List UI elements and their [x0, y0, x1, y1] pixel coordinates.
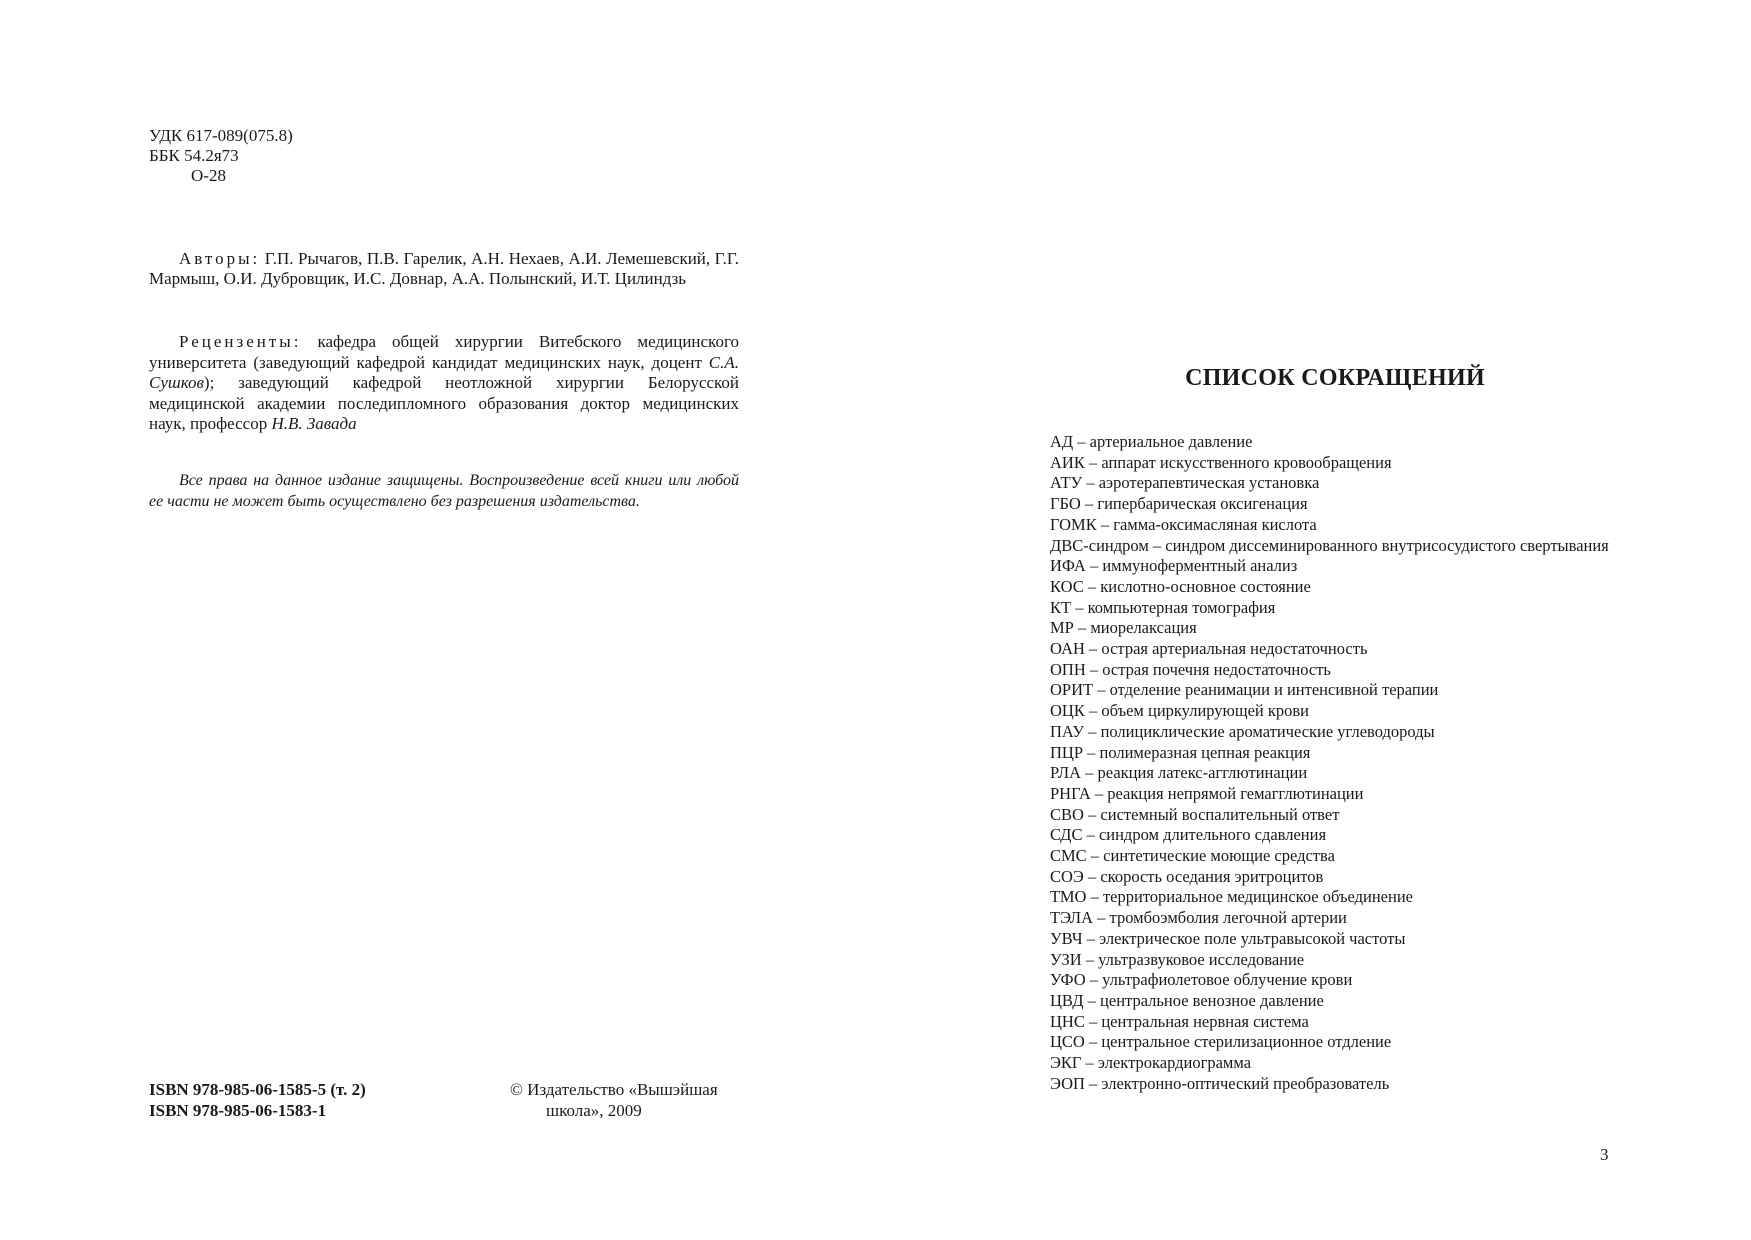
list-item: ЭОП – электронно-оптический преобразователь [1050, 1073, 1390, 1093]
list-item: ПАУ – полициклические ароматические углеводороды [1050, 721, 1435, 741]
list-item: АТУ – аэротерапевтическая установка [1050, 473, 1320, 493]
classification-codes [149, 126, 293, 186]
reviewers-text-2: ); заведующий кафедрой неотложной хирургии Белорусской медицинской академии последипломного образования доктор медицинских наук, профессор [149, 373, 739, 433]
abbreviations-list [1050, 432, 1612, 1095]
isbn-block [149, 1079, 366, 1121]
list-item: КТ – компьютерная томография [1050, 597, 1276, 617]
left-page [0, 0, 875, 1240]
list-item: ГБО – гипербарическая оксигенация [1050, 494, 1308, 514]
list-item: УЗИ – ультразвуковое исследование [1050, 949, 1305, 969]
list-item: АД – артериальное давление [1050, 432, 1253, 451]
reviewers-label: Рецензенты: [179, 332, 302, 351]
list-item: ОРИТ – отделение реанимации и интенсивной терапии [1050, 680, 1439, 700]
list-item: ЦНС – центральная нервная система [1050, 1011, 1309, 1031]
list-item: ТМО – территориальное медицинское объединение [1050, 887, 1413, 907]
reviewer-name-1: С.А. Сушков [149, 352, 739, 392]
authors-text: Г.П. Рычагов, П.В. Гарелик, А.Н. Нехаев, А.И. Лемешевский, Г.Г. Мармыш, О.И. Дубровщик, И.С. Довнар, А.А. Полынский, И.Т. Цилиндзь [149, 249, 740, 288]
author-mark: О-28 [191, 166, 226, 185]
list-item: ЦСО – центральное стерилизационное отдление [1050, 1032, 1392, 1052]
reviewers-text-1: кафедра общей хирургии Витебского медицинского университета (заведующий кафедрой кандидат медицинских наук, доцент [149, 332, 740, 372]
list-item: ДВС-синдром – синдром диссеминированного внутрисосудистого свертывания [1050, 535, 1609, 555]
list-item: ПЦР – полимеразная цепная реакция [1050, 742, 1311, 762]
authors-paragraph [149, 249, 739, 289]
list-item: СОЭ – скорость оседания эритроцитов [1050, 866, 1324, 886]
copyright-line-1: © Издательство «Вышэйшая [510, 1080, 718, 1099]
list-item: СМС – синтетические моющие средства [1050, 846, 1335, 866]
bbk-code: ББК 54.2я73 [149, 146, 239, 165]
page-number: 3 [1600, 1145, 1609, 1164]
list-item: СВО – системный воспалительный ответ [1050, 804, 1340, 824]
abbreviations-title: СПИСОК СОКРАЩЕНИЙ [1185, 365, 1485, 391]
list-item: РЛА – реакция латекс-агглютинации [1050, 763, 1308, 783]
isbn-volume: ISBN 978-985-06-1585-5 (т. 2) [149, 1080, 366, 1099]
list-item: ОАН – острая артериальная недостаточность [1050, 639, 1368, 659]
list-item: ТЭЛА – тромбоэмболия легочной артерии [1050, 908, 1347, 928]
copyright-line-2: школа», 2009 [546, 1101, 642, 1120]
list-item: ИФА – иммуноферментный анализ [1050, 556, 1298, 576]
list-item: УВЧ – электрическое поле ультравысокой частоты [1050, 928, 1406, 948]
list-item: УФО – ультрафиолетовое облучение крови [1050, 970, 1353, 990]
list-item: ЦВД – центральное венозное давление [1050, 990, 1324, 1010]
list-item: ГОМК – гамма-оксимасляная кислота [1050, 514, 1317, 534]
isbn-set: ISBN 978-985-06-1583-1 [149, 1101, 327, 1120]
list-item: ОПН – острая почечня недостаточность [1050, 659, 1331, 679]
rights-notice: Все права на данное издание защищены. Воспроизведение всей книги или любой ее части не может быть осуществлено без разрешения издательства. [149, 472, 739, 510]
list-item: АИК – аппарат искусственного кровообращения [1050, 452, 1392, 472]
reviewer-name-2: Н.В. Завада [271, 414, 357, 433]
udk-code: УДК 617-089(075.8) [149, 126, 293, 145]
list-item: ОЦК – объем циркулирующей крови [1050, 701, 1310, 721]
list-item: МР – миорелаксация [1050, 618, 1197, 638]
list-item: КОС – кислотно-основное состояние [1050, 576, 1311, 596]
right-page [875, 0, 1751, 1240]
reviewers-paragraph [149, 332, 739, 435]
list-item: СДС – синдром длительного сдавления [1050, 825, 1327, 845]
copyright-notice [510, 1079, 750, 1121]
list-item: РНГА – реакция непрямой гемагглютинации [1050, 783, 1364, 803]
list-item: ЭКГ – электрокардиограмма [1050, 1053, 1252, 1073]
authors-label: Авторы: [179, 249, 261, 268]
